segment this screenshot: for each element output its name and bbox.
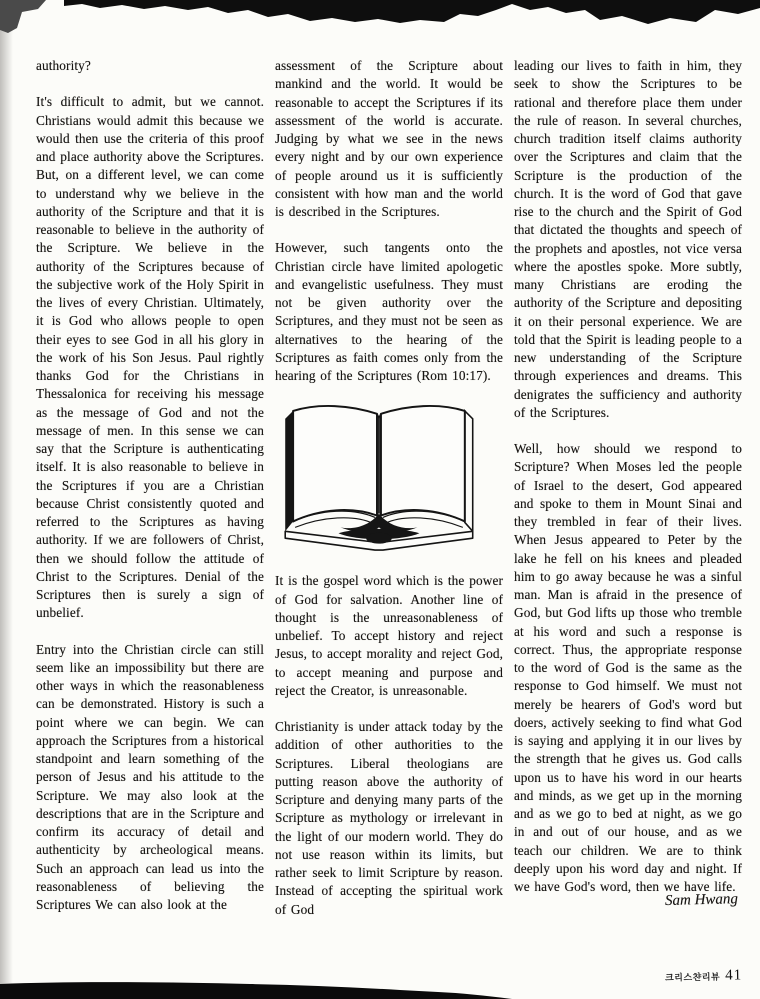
article-paragraph: However, such tangents onto the Christian circle have limited apologetic and evangelistic usefulness. They must not be given authority over the Scriptures, and they must not be seen as alternatives to the hearing of the Scriptures as faith comes only from the hearing of the Scriptures (Rom 10:17). <box>275 240 503 383</box>
article-paragraph: It is the gospel word which is the power of God for salvation. Another line of thought is the unreasonableness of unbelief. To accept history and reject Jesus, to accept morality and reject God, to accept meaning and purpose and reject the Creator, is unreasonable. <box>275 573 503 698</box>
article-paragraph: Entry into the Christian circle can still seem like an impossibility but there are other ways in which the reasonableness can be demonstrated. History is such a point where we can begin. We can approach the Scriptures from a historical standpoint and learn something of the person of Jesus and his attitude to the Scripture. We may also look at the descriptions that are in the Scripture and confirm its accuracy of detail and authenticity by archeological means. Such an approach can lead us into the reasonableness of believing the Scriptures We can also look at the <box>36 641 264 912</box>
page-footer <box>665 967 742 985</box>
footer-page-number: 41 <box>724 967 743 984</box>
article-paragraph: It's difficult to admit, but we cannot. Christians would admit this because we would then use the criteria of this proof and place authority above the Scriptures. But, on a different level, we can come to understand why we believe in the authority of the Scripture and that it is reasonable to believe in the authority of the Scripture. We believe in the authority of the Scriptures because of the subjective work of the Holy Spirit in the lives of every Christian. Ultimately, it is God who allows people to open their eyes to see God in all his glory in the work of his Son Jesus. Paul rightly thanks God for the Christians in Thessalonica for receiving his message as the message of God and not the message of men. In this sense we can say that the Scripture is authenticating itself. It is also reasonable to believe in the Scriptures if you are a Christian because Christ consistently quoted and referred to the Scriptures as having authority. If we are followers of Christ, then we should follow the attitude of Christ to the Scriptures. Denial of the Scriptures then is surely a sign of unbelief. <box>36 94 264 621</box>
scan-artifact-left-edge <box>0 0 13 999</box>
open-book-illustration <box>277 403 503 558</box>
article-column-2 <box>275 57 503 937</box>
article-paragraph: leading our lives to faith in him, they seek to show the Scriptures to be rational and therefore place them under the rule of reason. In several churches, church tradition itself claims authority over the Scriptures and claim that the Scripture is the production of the church. It is the word of God that gave rise to the church and the Spirit of God that dictated the thoughts and speech of the prophets and apostles, not vice versa where the apostles spoke. More subtly, many Christians are eroding the authority of the Scripture and depositing it on their personal experience. We are told that the Spirit is leading people to a new understanding of the Scripture through experiences and dreams. This denigrates the sufficiency and authority of the Scriptures. <box>514 58 742 420</box>
scan-artifact-bottom <box>0 979 760 999</box>
author-signature: Sam Hwang <box>664 891 739 910</box>
footer-journal-title: 크리스챤리뷰 <box>664 971 721 983</box>
scan-artifact-top <box>0 0 760 40</box>
article-paragraph: assessment of the Scripture about mankind and the world. It would be reasonable to accept the Scriptures if its assessment of the world is accurate. Judging by what we see in the news every night and by our own experience of people around us it is sufficiently consistent with how man and the world is described in the Scriptures. <box>275 58 503 219</box>
article-paragraph: authority? <box>36 58 91 73</box>
article-column-1 <box>36 57 264 937</box>
article-paragraph: Well, how should we respond to Scripture? When Moses led the people of Israel to the desert, God appeared and spoke to them in Mount Sinai and they trembled in fear of their lives. When Jesus appeared to Peter by the lake he fell on his knees and pleaded him to go away because he was a sinful man. Man is afraid in the presence of God, but God lifts up those who tremble at his word and such a response is correct. Thus, the appropriate response to the word of God is the same as the response to God himself. We must not merely be hearers of God's word but doers, actively seeking to find what God is saying and applying it in our lives by the strength that he gives us. God calls upon us to have his word in our hearts and minds, as we get up in the morning and as we go to bed at night, as we go in and out of our house, and as we teach our children. We are to think deeply upon his word day and night. If we have God's word, then we have life. <box>514 441 742 894</box>
article-column-3 <box>514 57 742 937</box>
article-paragraph: Christianity is under attack today by the addition of other authorities to the Scriptures. Liberal theologians are putting reason above the authority of Scripture and denying many parts of the Scripture as mythology or irrelevant in the light of our modern world. They do not use reason within its limits, but rather seek to limit Scripture by reason. Instead of accepting the spiritual work of God <box>275 719 503 917</box>
article-body <box>36 57 742 937</box>
